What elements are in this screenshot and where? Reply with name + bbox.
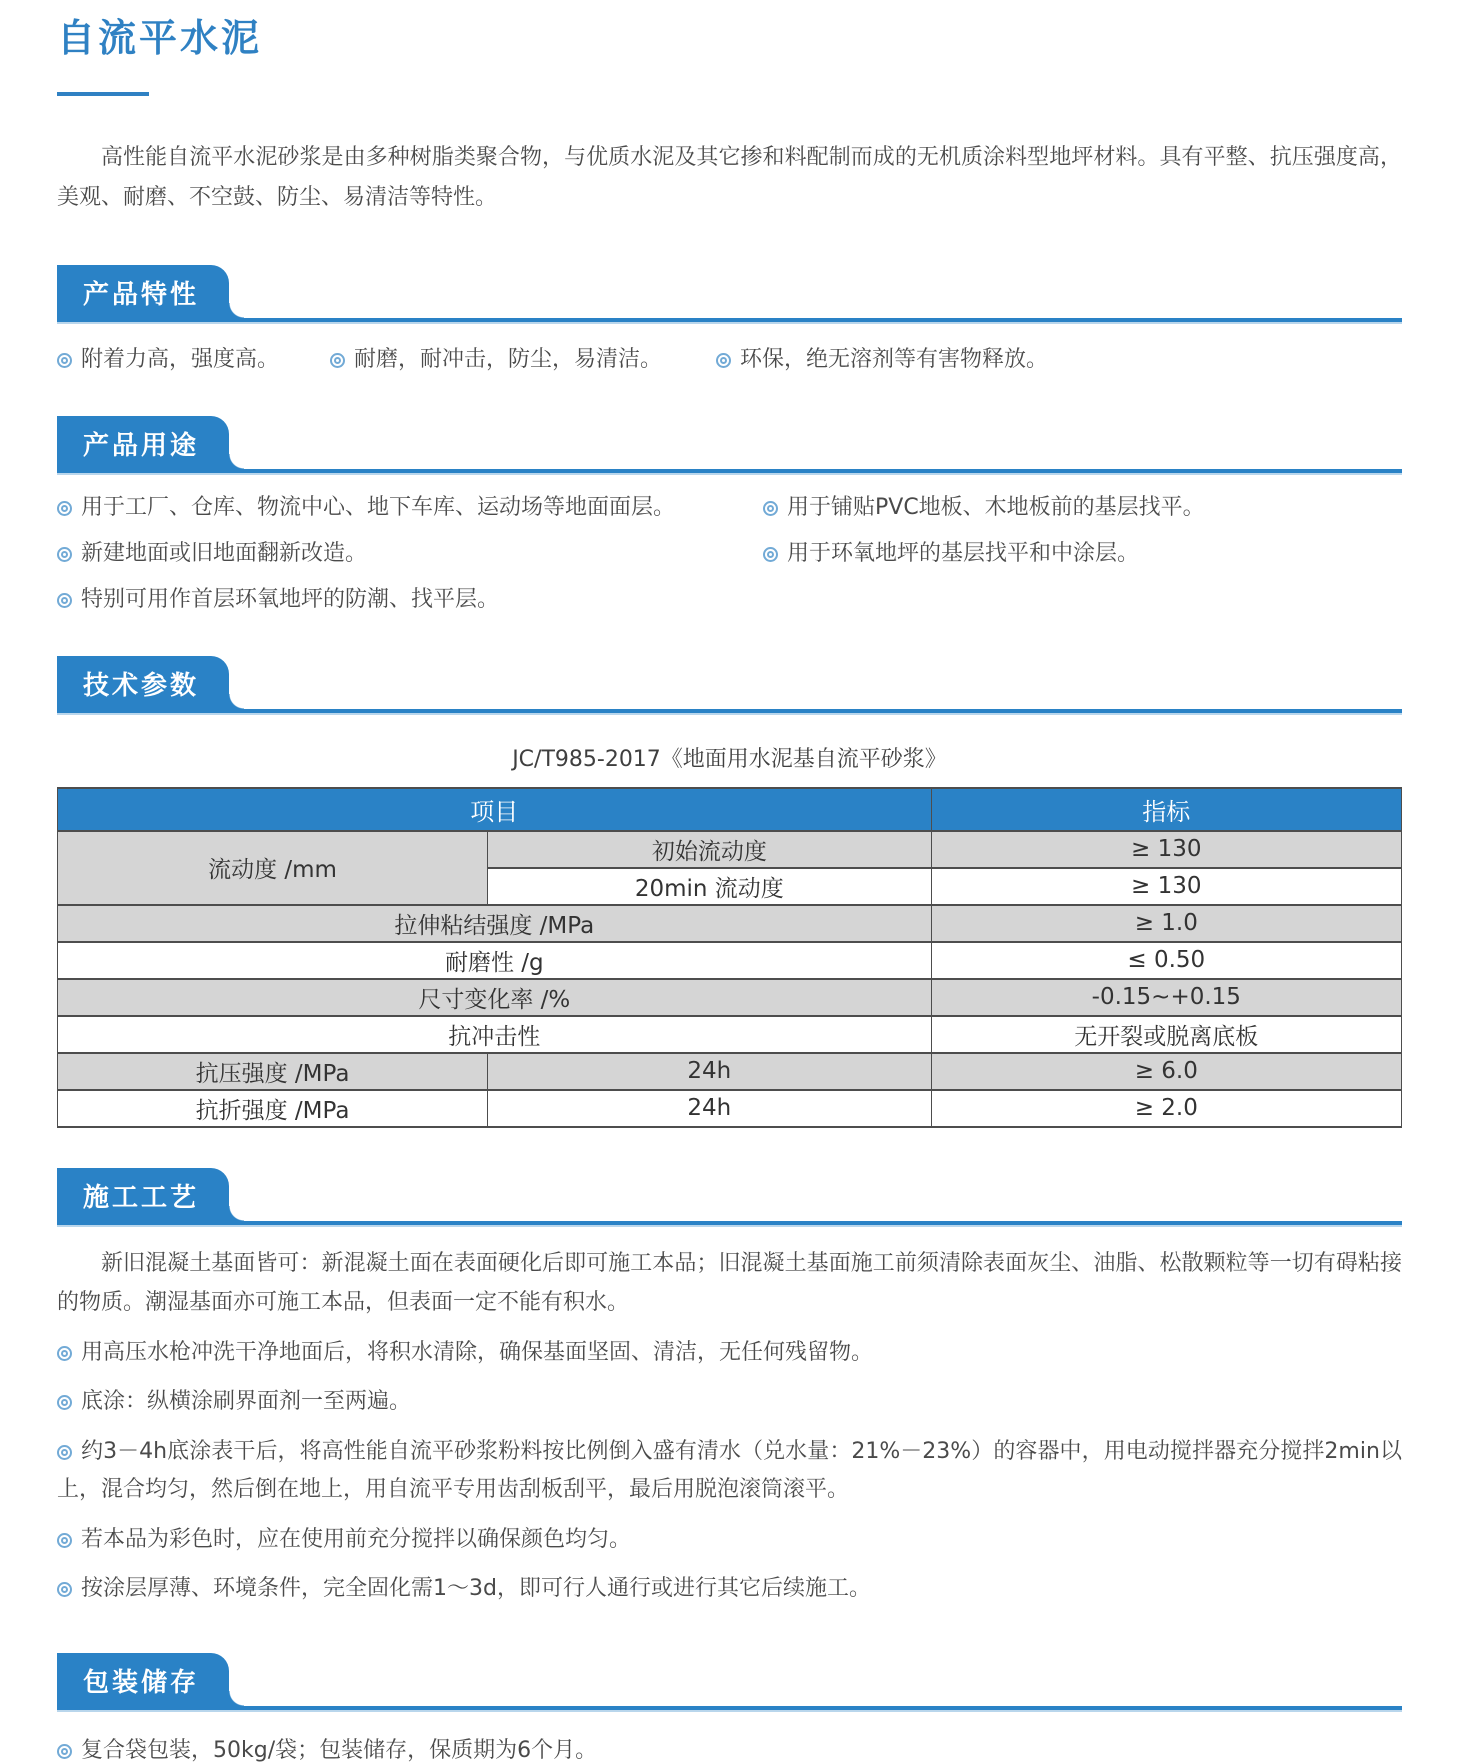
process-item	[57, 1433, 1402, 1510]
features-section-header	[57, 265, 1402, 325]
double-circle-bullet-icon	[57, 1744, 72, 1759]
feature-item	[716, 343, 1048, 376]
table-cell-item: 拉伸粘结强度 /MPa	[58, 905, 932, 942]
double-circle-bullet-icon	[763, 547, 778, 562]
use-item	[763, 538, 1402, 570]
double-circle-bullet-icon	[57, 1346, 72, 1361]
table-row	[58, 942, 1402, 979]
packaging-section-rule	[57, 1706, 1402, 1713]
table-cell-sub: 初始流动度	[488, 831, 932, 868]
intro-paragraph: 高性能自流平水泥砂浆是由多种树脂类聚合物，与优质水泥及其它掺和料配制而成的无机质涂料型地坪材料。具有平整、抗压强度高，美观、耐磨、不空鼓、防尘、易清洁等特性。	[57, 144, 1402, 211]
uses-section-header	[57, 416, 1402, 476]
process-section-rule	[57, 1221, 1402, 1228]
table-cell-value: ≥ 1.0	[931, 905, 1401, 942]
feature-item-text: 环保，绝无溶剂等有害物释放。	[740, 346, 1049, 372]
packaging-item-text: 复合袋包装，50kg/袋；包装储存，保质期为6个月。	[81, 1737, 598, 1763]
table-cell-value: ≥ 6.0	[931, 1053, 1401, 1090]
feature-item-text: 附着力高，强度高。	[81, 346, 280, 372]
feature-item-text: 耐磨，耐冲击，防尘，易清洁。	[354, 346, 663, 372]
double-circle-bullet-icon	[57, 1395, 72, 1410]
process-section-header	[57, 1168, 1402, 1228]
use-item	[57, 584, 763, 616]
double-circle-bullet-icon	[57, 1533, 72, 1548]
feature-item	[57, 343, 330, 376]
use-item	[763, 492, 1402, 524]
process-item	[57, 1570, 1402, 1609]
page-title: 自流平水泥	[57, 16, 263, 60]
table-cell-sub: 20min 流动度	[488, 868, 932, 905]
table-row	[58, 1016, 1402, 1053]
process-intro: 新旧混凝土基面皆可：新混凝土面在表面硬化后即可施工本品；旧混凝土基面施工前须清除表面灰尘、油脂、松散颗粒等一切有碍粘接的物质。潮湿基面亦可施工本品，但表面一定不能有积水。	[57, 1250, 1402, 1316]
table-header-index: 指标	[931, 788, 1401, 831]
uses-list	[57, 492, 1402, 616]
table-cell-value: ≥ 130	[931, 831, 1401, 868]
table-cell-value: ≤ 0.50	[931, 942, 1401, 979]
section-features	[57, 265, 1402, 376]
standard-caption: JC/T985-2017《地面用水泥基自流平砂浆》	[512, 746, 947, 772]
table-row	[58, 1053, 1402, 1090]
uses-heading-label: 产品用途	[83, 430, 200, 461]
double-circle-bullet-icon	[57, 501, 72, 516]
table-cell-value: ≥ 130	[931, 868, 1401, 905]
double-circle-bullet-icon	[763, 501, 778, 516]
process-item-text: 用高压水枪冲洗干净地面后，将积水清除，确保基面坚固、清洁，无任何残留物。	[81, 1339, 874, 1365]
parameters-heading-tab	[57, 656, 229, 709]
double-circle-bullet-icon	[57, 353, 72, 368]
table-cell-item: 抗压强度 /MPa	[58, 1053, 488, 1090]
double-circle-bullet-icon	[57, 1445, 72, 1460]
process-item-text: 约3－4h底涂表干后，将高性能自流平砂浆粉料按比例倒入盛有清水（兑水量：21%－23%）的容器中，用电动搅拌器充分搅拌2min以上，混合均匀，然后倒在地上，用自流平专用齿刮板刮平，最后用脱泡滚筒滚平。	[57, 1438, 1402, 1503]
double-circle-bullet-icon	[57, 1582, 72, 1597]
double-circle-bullet-icon	[716, 353, 731, 368]
table-cell-item: 耐磨性 /g	[58, 942, 932, 979]
process-item-text: 底涂：纵横涂刷界面剂一至两遍。	[81, 1389, 412, 1415]
feature-item	[330, 343, 716, 376]
table-header-item: 项目	[58, 788, 932, 831]
features-heading-tab	[57, 265, 229, 318]
table-cell-value: -0.15~+0.15	[931, 979, 1401, 1016]
table-cell-sub: 24h	[488, 1053, 932, 1090]
section-packaging	[57, 1653, 1402, 1764]
section-process	[57, 1168, 1402, 1609]
section-parameters	[57, 656, 1402, 1128]
uses-section-rule	[57, 469, 1402, 476]
process-item	[57, 1334, 1402, 1373]
use-item-text: 用于工厂、仓库、物流中心、地下车库、运动场等地面面层。	[81, 494, 676, 520]
process-item	[57, 1521, 1402, 1560]
title-underline	[57, 92, 149, 96]
double-circle-bullet-icon	[57, 593, 72, 608]
use-item	[57, 538, 763, 570]
process-heading-tab	[57, 1168, 229, 1221]
uses-right-column	[763, 492, 1402, 616]
uses-left-column	[57, 492, 763, 616]
packaging-heading-tab	[57, 1653, 229, 1706]
uses-heading-tab	[57, 416, 229, 469]
use-item-text: 用于环氧地坪的基层找平和中涂层。	[787, 540, 1140, 566]
packaging-item	[57, 1733, 1402, 1764]
process-list	[57, 1334, 1402, 1609]
table-header-row	[58, 788, 1402, 831]
features-heading-label: 产品特性	[83, 279, 200, 310]
use-item	[57, 492, 763, 524]
section-uses	[57, 416, 1402, 616]
parameters-table	[57, 787, 1402, 1128]
table-cell-value: 无开裂或脱离底板	[931, 1016, 1401, 1053]
features-section-rule	[57, 318, 1402, 325]
process-item-text: 若本品为彩色时，应在使用前充分搅拌以确保颜色均匀。	[81, 1526, 632, 1552]
table-row	[58, 1090, 1402, 1127]
parameters-section-header	[57, 656, 1402, 716]
table-cell-item: 尺寸变化率 /%	[58, 979, 932, 1016]
table-row	[58, 979, 1402, 1016]
table-cell-value: ≥ 2.0	[931, 1090, 1401, 1127]
double-circle-bullet-icon	[57, 547, 72, 562]
packaging-heading-label: 包装储存	[83, 1667, 200, 1698]
features-list	[57, 343, 1402, 376]
parameters-section-rule	[57, 709, 1402, 716]
table-cell-group: 流动度 /mm	[58, 831, 488, 905]
process-item-text: 按涂层厚薄、环境条件，完全固化需1～3d，即可行人通行或进行其它后续施工。	[81, 1576, 871, 1602]
table-row	[58, 831, 1402, 868]
double-circle-bullet-icon	[330, 353, 345, 368]
table-cell-sub: 24h	[488, 1090, 932, 1127]
use-item-text: 特别可用作首层环氧地坪的防潮、找平层。	[81, 586, 500, 612]
table-cell-item: 抗冲击性	[58, 1016, 932, 1053]
process-item	[57, 1383, 1402, 1422]
table-cell-item: 抗折强度 /MPa	[58, 1090, 488, 1127]
use-item-text: 用于铺贴PVC地板、木地板前的基层找平。	[787, 494, 1205, 520]
packaging-section-header	[57, 1653, 1402, 1713]
table-row	[58, 905, 1402, 942]
parameters-heading-label: 技术参数	[83, 670, 200, 701]
process-heading-label: 施工工艺	[83, 1182, 200, 1213]
use-item-text: 新建地面或旧地面翻新改造。	[81, 540, 368, 566]
